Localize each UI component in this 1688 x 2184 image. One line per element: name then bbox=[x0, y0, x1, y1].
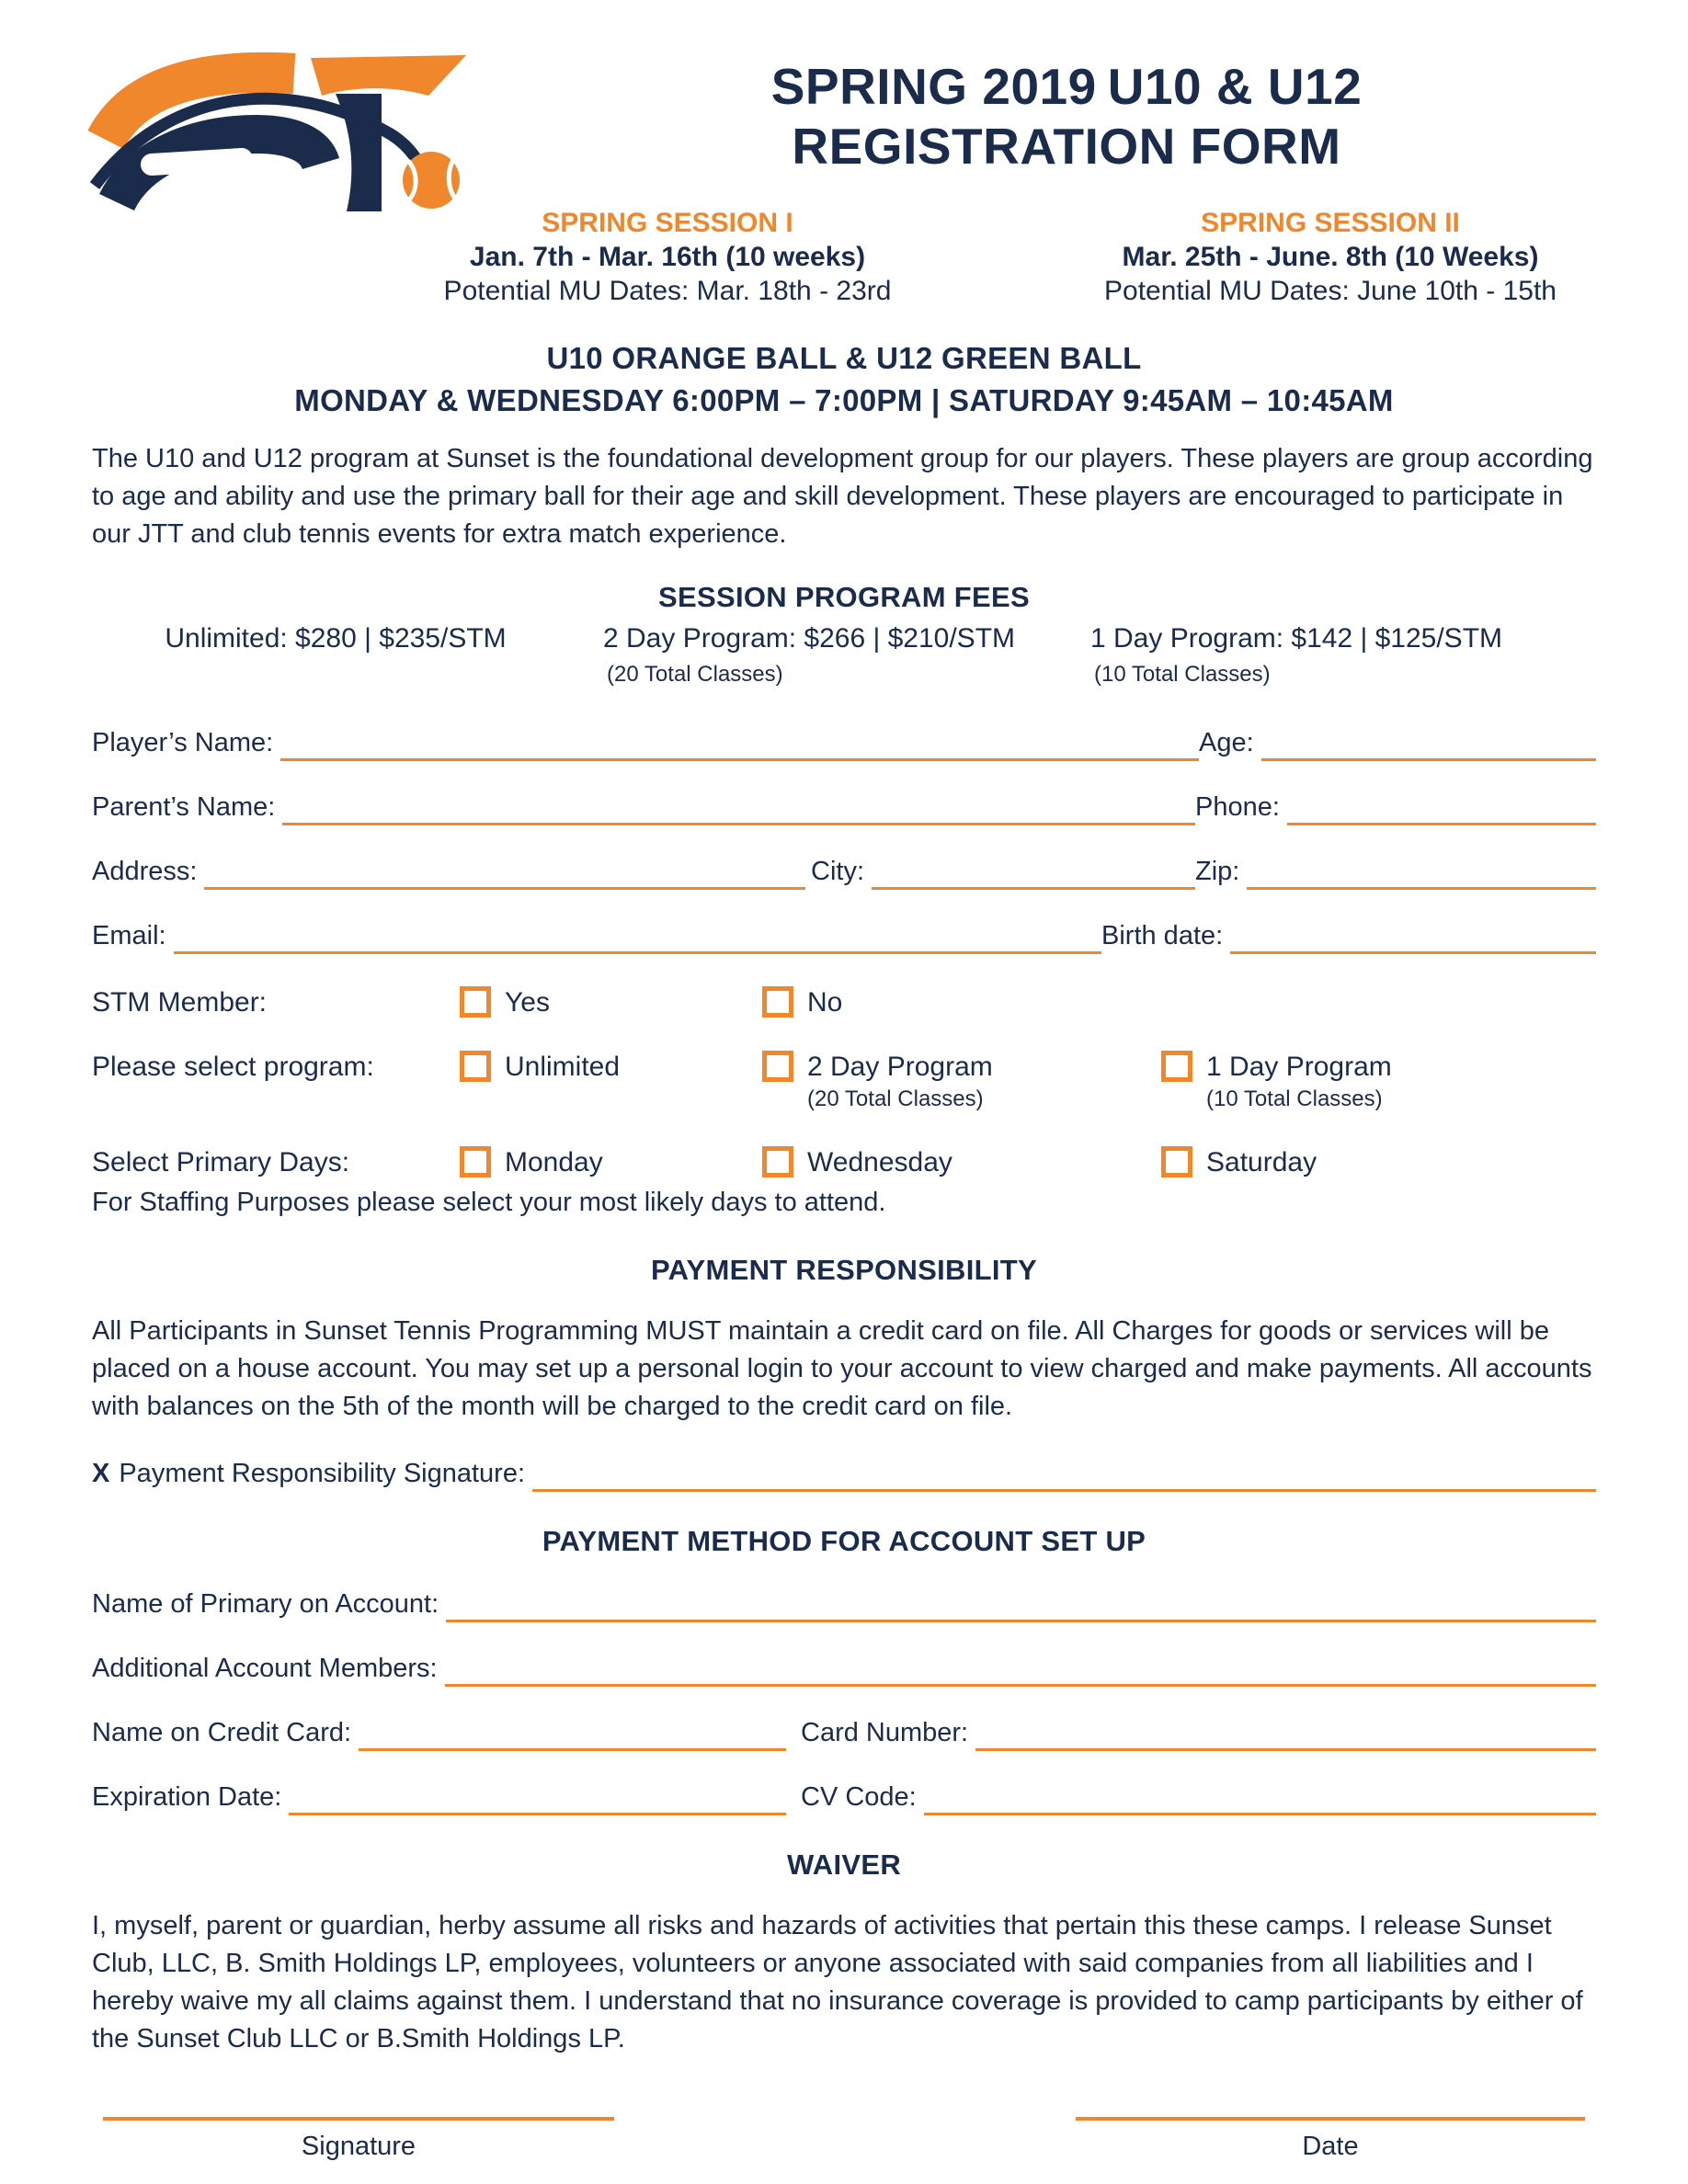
birth-date-label: Birth date: bbox=[1101, 921, 1224, 950]
birth-date-field[interactable] bbox=[1230, 917, 1596, 954]
stm-member-row bbox=[92, 985, 1596, 1020]
stm-no-label: No bbox=[807, 987, 843, 1018]
credit-card-row bbox=[92, 1714, 1596, 1751]
program-2-day-checkbox[interactable] bbox=[762, 1051, 793, 1082]
age-field[interactable] bbox=[1261, 724, 1596, 761]
fee-2-day bbox=[579, 623, 1066, 688]
player-name-field[interactable] bbox=[280, 724, 1199, 761]
sunset-tennis-logo bbox=[87, 46, 483, 221]
day-saturday-checkbox[interactable] bbox=[1161, 1146, 1192, 1177]
stm-member-label: STM Member: bbox=[92, 987, 268, 1018]
program-1-day-option bbox=[1161, 1050, 1596, 1112]
day-monday-option bbox=[460, 1145, 762, 1180]
stm-no-option bbox=[762, 985, 1161, 1020]
signature-footer bbox=[92, 2117, 1596, 2162]
signature-field[interactable] bbox=[103, 2117, 614, 2121]
session-2-mu-dates: Potential MU Dates: June 10th - 15th bbox=[1104, 276, 1557, 306]
stm-yes-option bbox=[460, 985, 762, 1020]
card-number-field[interactable] bbox=[975, 1714, 1596, 1751]
primary-account-field[interactable] bbox=[446, 1586, 1596, 1622]
phone-field[interactable] bbox=[1287, 789, 1596, 825]
payment-responsibility-body: All Participants in Sunset Tennis Programming MUST maintain a credit card on file. All Charges for goods or services will be placed on a house account. You may set up a personal login to your account to view charged and make payments. All accounts with balances on the 5th of the month will be charged to the credit card on file. bbox=[92, 1316, 1592, 1421]
payment-signature-label: Payment Responsibility Signature: bbox=[119, 1459, 526, 1488]
program-2-day-option bbox=[762, 1050, 1161, 1112]
waiver-heading: WAIVER bbox=[786, 1848, 902, 1881]
signature-x-mark: X bbox=[92, 1459, 110, 1488]
page-title bbox=[588, 57, 1545, 176]
date-field[interactable] bbox=[1076, 2117, 1585, 2121]
fee-1-day bbox=[1066, 623, 1596, 688]
parent-name-field[interactable] bbox=[282, 789, 1195, 825]
program-1-day-checkbox[interactable] bbox=[1161, 1051, 1192, 1082]
fee-2-day-text: 2 Day Program: $266 | $210/STM bbox=[603, 623, 1016, 654]
stm-yes-checkbox[interactable] bbox=[460, 986, 491, 1018]
zip-field[interactable] bbox=[1247, 853, 1596, 890]
payment-method-heading: PAYMENT METHOD FOR ACCOUNT SET UP bbox=[542, 1525, 1146, 1557]
additional-members-field[interactable] bbox=[445, 1650, 1596, 1687]
session-2-info bbox=[1104, 206, 1557, 308]
fee-1-day-caption: (10 Total Classes) bbox=[1094, 662, 1271, 687]
tennis-ball-icon bbox=[403, 152, 460, 209]
title-line2: REGISTRATION FORM bbox=[792, 117, 1341, 175]
parent-name-row bbox=[92, 789, 1596, 825]
card-number-label: Card Number: bbox=[801, 1718, 969, 1747]
parent-name-label: Parent’s Name: bbox=[92, 792, 276, 822]
payment-signature-field[interactable] bbox=[532, 1455, 1596, 1492]
program-select-label: Please select program: bbox=[92, 1052, 374, 1082]
fees-heading: SESSION PROGRAM FEES bbox=[658, 581, 1030, 613]
day-monday-checkbox[interactable] bbox=[460, 1146, 491, 1177]
email-field[interactable] bbox=[174, 917, 1101, 954]
additional-members-row bbox=[92, 1650, 1596, 1687]
email-label: Email: bbox=[92, 921, 166, 950]
additional-members-label: Additional Account Members: bbox=[92, 1654, 438, 1683]
expiration-field[interactable] bbox=[289, 1779, 786, 1815]
zip-label: Zip: bbox=[1195, 857, 1240, 886]
session-1-dates: Jan. 7th - Mar. 16th (10 weeks) bbox=[469, 242, 866, 272]
program-schedule: MONDAY & WEDNESDAY 6:00PM – 7:00PM | SATURDAY 9:45AM – 10:45AM bbox=[294, 383, 1394, 417]
logo-t-wing bbox=[311, 55, 466, 96]
session-2-dates: Mar. 25th - June. 8th (10 Weeks) bbox=[1122, 242, 1539, 272]
staffing-note: For Staffing Purposes please select your most likely days to attend. bbox=[92, 1188, 886, 1217]
payment-responsibility-heading: PAYMENT RESPONSIBILITY bbox=[651, 1254, 1037, 1286]
program-1-day-caption: (10 Total Classes) bbox=[1206, 1086, 1383, 1111]
player-name-label: Player’s Name: bbox=[92, 728, 274, 757]
expiration-label: Expiration Date: bbox=[92, 1782, 282, 1812]
payment-signature-row bbox=[92, 1455, 1596, 1492]
program-heading: U10 ORANGE BALL & U12 GREEN BALL bbox=[546, 341, 1142, 375]
program-2-day-caption: (20 Total Classes) bbox=[807, 1086, 984, 1111]
program-unlimited-checkbox[interactable] bbox=[460, 1051, 491, 1082]
session-1-mu-dates: Potential MU Dates: Mar. 18th - 23rd bbox=[443, 276, 892, 306]
program-unlimited-label: Unlimited bbox=[505, 1052, 621, 1082]
signature-block bbox=[103, 2117, 614, 2162]
title-season: SPRING 2019 bbox=[770, 58, 1097, 115]
waiver-body: I, myself, parent or guardian, herby assume all risks and hazards of activities that pertain this these camps. I release Sunset Club, LLC, B. Smith Holdings LP, employees, volunteers or anyone associated with said companies from all liabilities and I hereby waive my all claims against them. I understand that no insurance coverage is provided to camp participants by either of the Sunset Club LLC or B.Smith Holdings LP. bbox=[92, 1911, 1583, 2053]
city-label: City: bbox=[811, 857, 864, 886]
day-wednesday-checkbox[interactable] bbox=[762, 1146, 793, 1177]
program-unlimited-option bbox=[460, 1050, 762, 1085]
age-label: Age: bbox=[1199, 728, 1254, 757]
phone-label: Phone: bbox=[1195, 792, 1280, 822]
form-header bbox=[0, 0, 1688, 317]
title-division: U10 & U12 bbox=[1107, 58, 1363, 115]
date-label: Date bbox=[1302, 2132, 1359, 2161]
session-1-heading: SPRING SESSION I bbox=[542, 208, 793, 238]
address-row bbox=[92, 853, 1596, 890]
day-saturday-label: Saturday bbox=[1206, 1147, 1317, 1177]
fee-unlimited-text: Unlimited: $280 | $235/STM bbox=[165, 623, 507, 654]
primary-days-label: Select Primary Days: bbox=[92, 1147, 350, 1177]
primary-days-row bbox=[92, 1145, 1596, 1180]
primary-account-row bbox=[92, 1586, 1596, 1622]
card-name-field[interactable] bbox=[359, 1714, 786, 1751]
stm-no-checkbox[interactable] bbox=[762, 986, 793, 1018]
expiration-row bbox=[92, 1779, 1596, 1815]
day-wednesday-option bbox=[762, 1145, 1161, 1180]
cv-code-label: CV Code: bbox=[801, 1782, 917, 1812]
date-block bbox=[1076, 2117, 1585, 2162]
program-select-row bbox=[92, 1050, 1596, 1112]
program-description: The U10 and U12 program at Sunset is the foundational development group for our players. These players are group according to age and ability and use the primary ball for their age and skill development. These players are encouraged to participate in our JTT and club tennis events for extra match experience. bbox=[92, 444, 1593, 549]
fees-row bbox=[92, 623, 1596, 688]
session-1-info bbox=[444, 206, 892, 308]
player-name-row bbox=[92, 724, 1596, 761]
card-name-label: Name on Credit Card: bbox=[92, 1718, 352, 1747]
fee-2-day-caption: (20 Total Classes) bbox=[607, 662, 783, 687]
day-saturday-option bbox=[1161, 1145, 1596, 1180]
address-label: Address: bbox=[92, 857, 198, 886]
program-2-day-label: 2 Day Program bbox=[807, 1052, 993, 1082]
form-body bbox=[0, 341, 1688, 2162]
program-1-day-label: 1 Day Program bbox=[1206, 1052, 1392, 1082]
email-row bbox=[92, 917, 1596, 954]
signature-label: Signature bbox=[301, 2132, 416, 2161]
primary-account-label: Name of Primary on Account: bbox=[92, 1589, 439, 1619]
day-wednesday-label: Wednesday bbox=[807, 1147, 952, 1177]
session-2-heading: SPRING SESSION II bbox=[1201, 208, 1460, 238]
fee-1-day-text: 1 Day Program: $142 | $125/STM bbox=[1090, 623, 1503, 654]
cv-code-field[interactable] bbox=[924, 1779, 1596, 1815]
day-monday-label: Monday bbox=[505, 1147, 603, 1177]
stm-yes-label: Yes bbox=[505, 987, 550, 1018]
address-field[interactable] bbox=[204, 853, 805, 890]
city-field[interactable] bbox=[872, 853, 1195, 890]
logo-t-stem bbox=[336, 94, 382, 211]
fee-unlimited bbox=[92, 623, 579, 688]
